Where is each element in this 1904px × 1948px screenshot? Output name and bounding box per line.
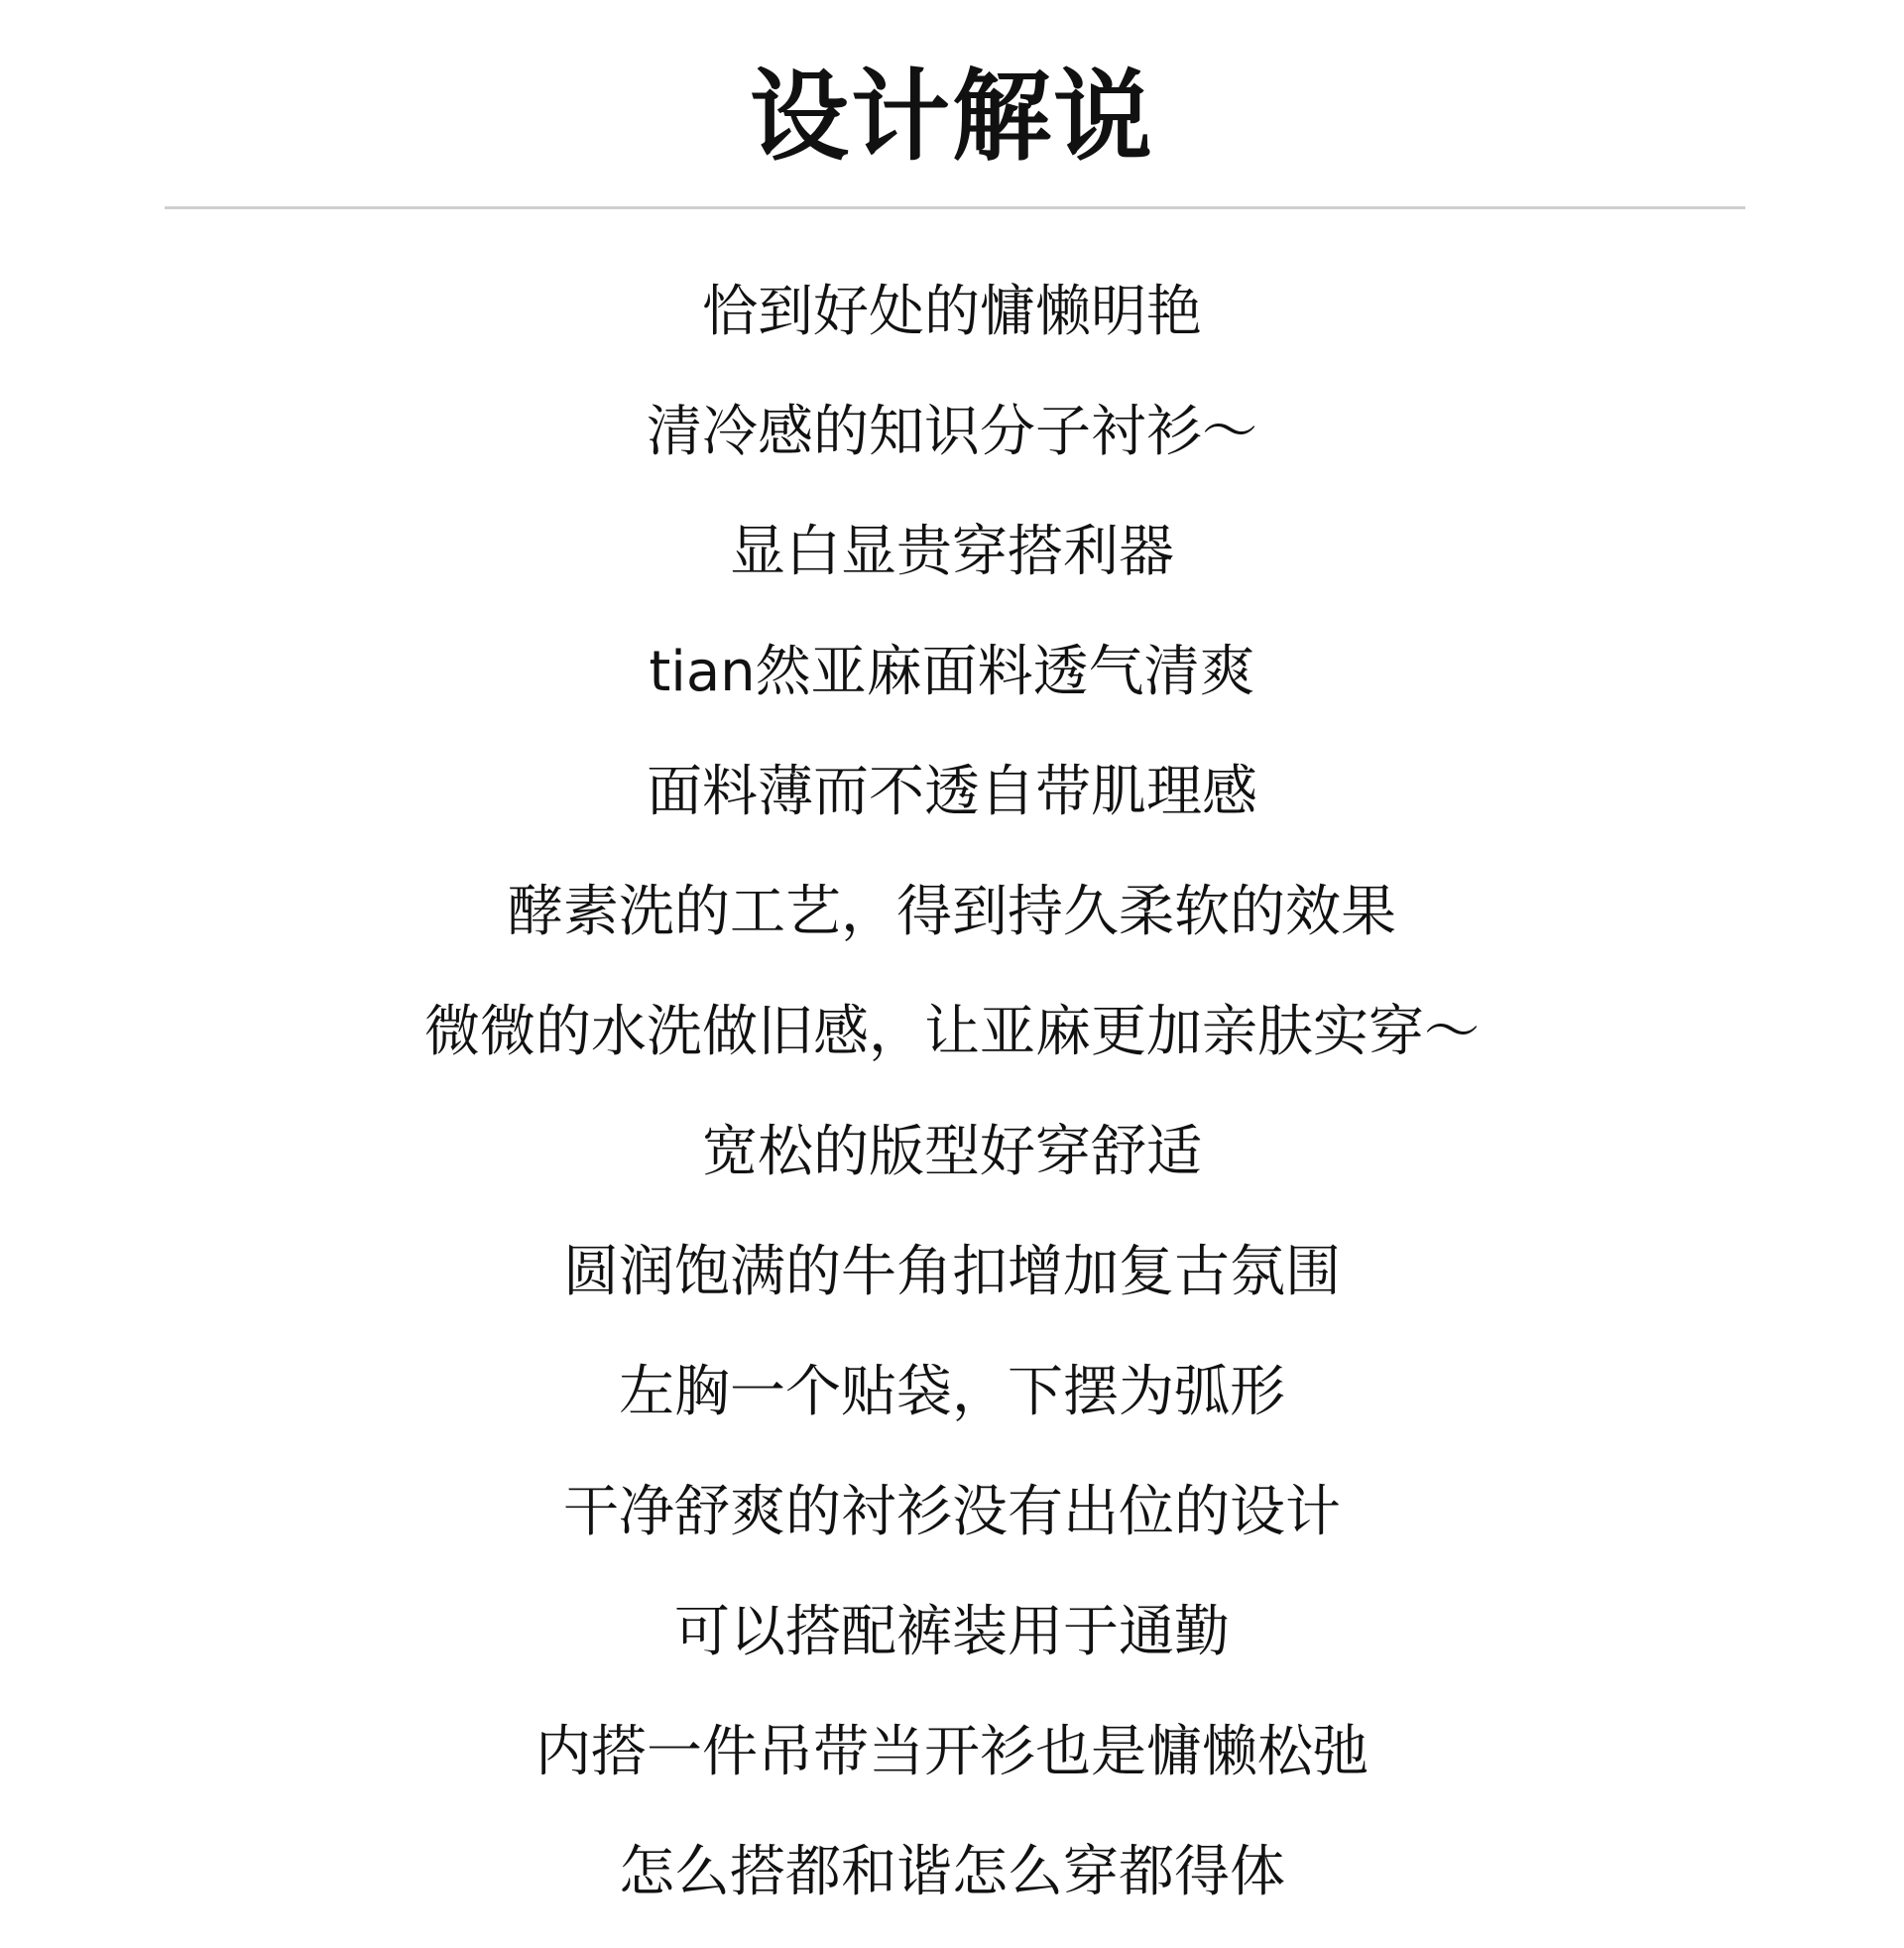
description-line: 左胸一个贴袋，下摆为弧形 <box>619 1360 1285 1424</box>
title-divider <box>165 206 1745 209</box>
description-line: 内搭一件吊带当开衫也是慵懒松弛 <box>536 1720 1368 1784</box>
description-lines <box>0 268 1904 1948</box>
description-line: 恰到好处的慵懒明艳 <box>702 280 1202 344</box>
description-line: 酵素洗的工艺，得到持久柔软的效果 <box>508 880 1396 944</box>
description-line: 可以搭配裤装用于通勤 <box>674 1600 1230 1664</box>
description-line: 圆润饱满的牛角扣增加复古氛围 <box>563 1240 1341 1304</box>
description-line: 宽松的版型好穿舒适 <box>702 1120 1202 1184</box>
description-line: 清冷感的知识分子衬衫～ <box>647 400 1257 464</box>
description-line: 微微的水洗做旧感，让亚麻更加亲肤实穿～ <box>424 1000 1480 1064</box>
description-line: 怎么搭都和谐怎么穿都得体 <box>619 1840 1285 1904</box>
description-line: 显白显贵穿搭利器 <box>730 520 1174 584</box>
description-line: 干净舒爽的衬衫没有出位的设计 <box>563 1480 1341 1544</box>
page-title: 设计解说 <box>750 59 1154 175</box>
description-line: 面料薄而不透自带肌理感 <box>647 760 1257 824</box>
description-line: tian然亚麻面料透气清爽 <box>649 640 1255 704</box>
